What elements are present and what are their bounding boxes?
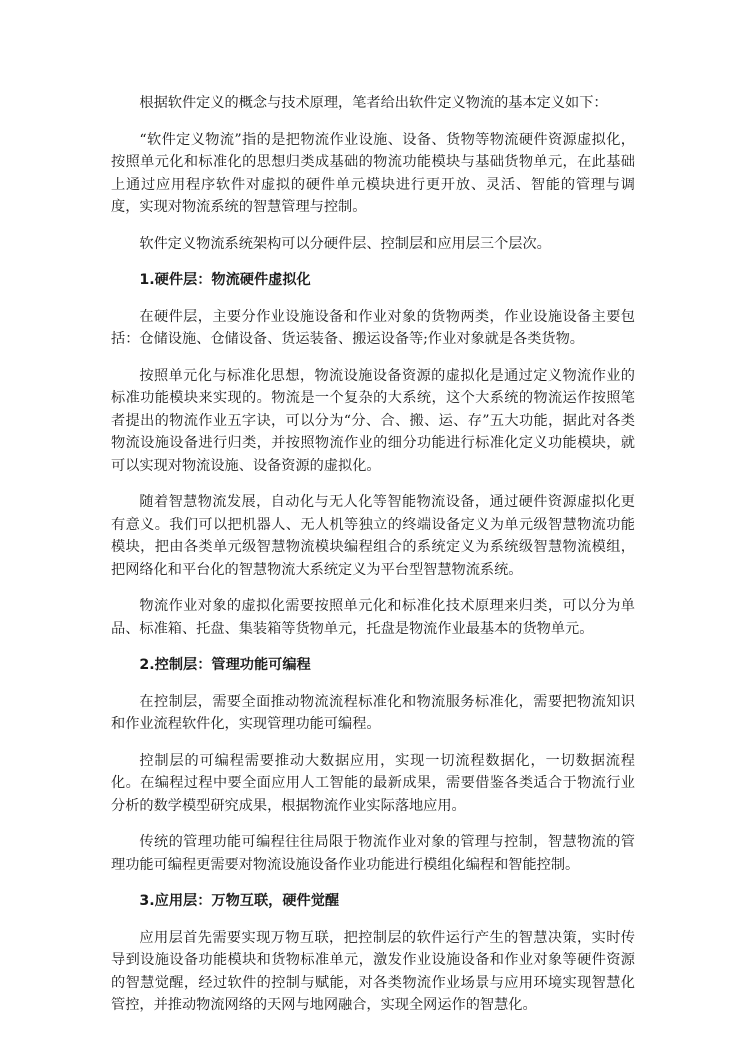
hardware-paragraph-1: 在硬件层，主要分作业设施设备和作业对象的货物两类，作业设施设备主要包括：仓储设施、仓储设备、货运装备、搬运设备等;作业对象就是各类货物。 bbox=[111, 308, 635, 347]
control-paragraph-3: 传统的管理功能可编程往往局限于物流作业对象的管理与控制，智慧物流的管理功能可编程更需要对物流设施设备作业功能进行模组化编程和智能控制。 bbox=[111, 834, 635, 873]
definition-paragraph: “软件定义物流”指的是把物流作业设施、设备、货物等物流硬件资源虚拟化，按照单元化和标准化的思想归类成基础的物流功能模块与基础货物单元，在此基础上通过应用程序软件对虚拟的硬件单元模块进行更开放、灵活、智能的管理与调度，实现对物流系统的智慧管理与控制。 bbox=[111, 131, 635, 215]
control-paragraph-2: 控制层的可编程需要推动大数据应用，实现一切流程数据化，一切数据流程化。在编程过程中要全面应用人工智能的最新成果，需要借鉴各类适合于物流行业分析的数学模型研究成果，根据物流作业实际落地应用。 bbox=[111, 752, 635, 814]
hardware-paragraph-2: 按照单元化与标准化思想，物流设施设备资源的虚拟化是通过定义物流作业的标准功能模块来实现的。物流是一个复杂的大系统，这个大系统的物流运作按照笔者提出的物流作业五字诀，可以分为“分、合、搬、运、存”五大功能，据此对各类物流设施设备进行归类，并按照物流作业的细分功能进行标准化定义功能模块，就可以实现对物流设施、设备资源的虚拟化。 bbox=[111, 367, 635, 474]
intro-paragraph: 根据软件定义的概念与技术原理，笔者给出软件定义物流的基本定义如下： bbox=[139, 95, 608, 111]
section-heading-application: 3.应用层：万物互联，硬件觉醒 bbox=[139, 893, 340, 909]
architecture-paragraph: 软件定义物流系统架构可以分硬件层、控制层和应用层三个层次。 bbox=[139, 235, 551, 252]
hardware-paragraph-3: 随着智慧物流发展，自动化与无人化等智能物流设备，通过硬件资源虚拟化更有意义。我们可以把机器人、无人机等独立的终端设备定义为单元级智慧物流功能模块，把由各类单元级智慧物流模块编程组合的系统定义为系统级智慧物流模组，把网络化和平台化的智慧物流大系统定义为平台型智慧物流系统。 bbox=[111, 494, 635, 578]
application-paragraph-1: 应用层首先需要实现万物互联，把控制层的软件运行产生的智慧决策，实时传导到设施设备功能模块和货物标准单元，激发作业设施设备和作业对象等硬件资源的智慧觉醒，经过软件的控制与赋能，对各类物流作业场景与应用环境实现智慧化管控，并推动物流网络的天网与地网融合，实现全网运作的智慧化。 bbox=[111, 929, 635, 1013]
document-body bbox=[111, 92, 635, 1017]
section-heading-control: 2.控制层：管理功能可编程 bbox=[139, 657, 311, 673]
hardware-paragraph-4: 物流作业对象的虚拟化需要按照单元化和标准化技术原理来归类，可以分为单品、标准箱、托盘、集装箱等货物单元，托盘是物流作业最基本的货物单元。 bbox=[111, 598, 635, 637]
control-paragraph-1: 在控制层，需要全面推动物流流程标准化和物流服务标准化，需要把物流知识和作业流程软件化，实现管理功能可编程。 bbox=[111, 693, 635, 732]
section-heading-hardware: 1.硬件层：物流硬件虚拟化 bbox=[139, 272, 311, 288]
